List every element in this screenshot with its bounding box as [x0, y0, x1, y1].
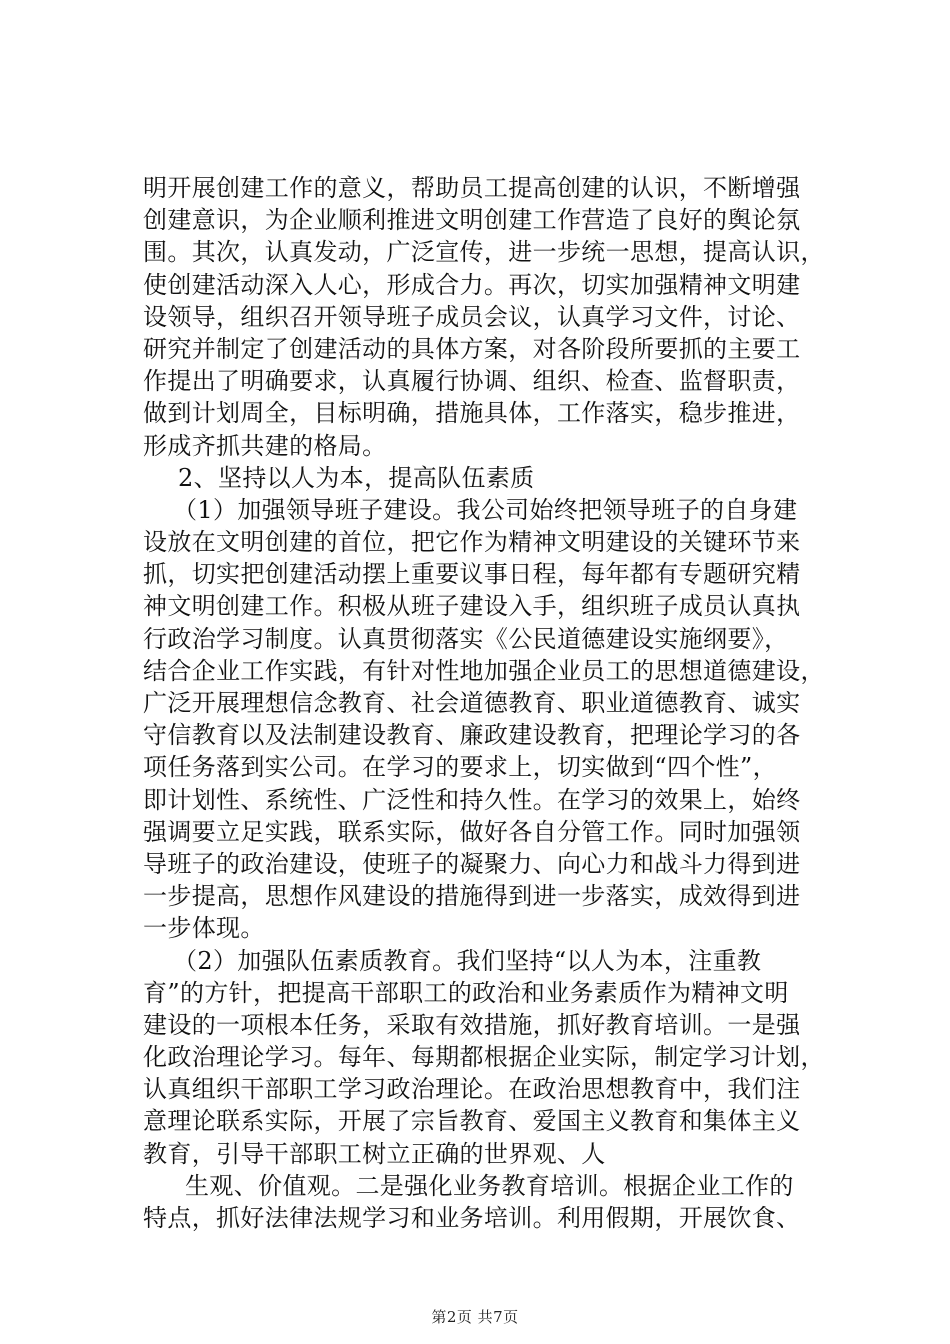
paragraph-first-line: （2）加强队伍素质教育。我们坚持“以人为本，注重教: [173, 946, 762, 975]
text-line: 教育，引导干部职工树立正确的世界观、人: [143, 1139, 606, 1168]
text-line: 即计划性、系统性、广泛性和持久性。在学习的效果上，始终: [143, 785, 801, 814]
paragraph-first-line: （1）加强领导班子建设。我公司始终把领导班子的自身建: [173, 495, 798, 524]
text-line: 行政治学习制度。认真贯彻落实《公民道德建设实施纲要》，: [143, 624, 789, 653]
document-body: [143, 172, 843, 1234]
text-line: 项任务落到实公司。在学习的要求上，切实做到“四个性”，: [143, 753, 777, 782]
text-line: 广泛开展理想信念教育、社会道德教育、职业道德教育、诚实: [143, 689, 801, 717]
text-line: 做到计划周全，目标明确，措施具体，工作落实，稳步推进，: [143, 399, 801, 428]
text-line: 建设的一项根本任务，采取有效措施，抓好教育培训。一是强: [143, 1010, 801, 1039]
text-line: 形成齐抓共建的格局。: [143, 431, 387, 460]
text-line: 意理论联系实际，开展了宗旨教育、爱国主义教育和集体主义: [143, 1107, 801, 1136]
text-line: 围。其次，认真发动，广泛宣传，进一步统一思想，提高认识，: [143, 238, 825, 267]
text-line: 明开展创建工作的意义，帮助员工提高创建的认识，不断增强: [143, 174, 801, 202]
text-line: 结合企业工作实践，有针对性地加强企业员工的思想道德建设，: [143, 656, 825, 685]
text-line: 抓，切实把创建活动摆上重要议事日程，每年都有专题研究精: [143, 560, 801, 589]
text-line: 研究并制定了创建活动的具体方案，对各阶段所要抓的主要工: [143, 334, 801, 363]
paragraph-first-line: 生观、价值观。二是强化业务教育培训。根据企业工作的: [185, 1171, 794, 1200]
page-number-footer: 第2页 共7页: [431, 1308, 519, 1326]
text-line: 认真组织干部职工学习政治理论。在政治思想教育中，我们注: [143, 1075, 801, 1104]
text-line: 设放在文明创建的首位，把它作为精神文明建设的关键环节来: [143, 528, 801, 557]
text-line: 导班子的政治建设，使班子的凝聚力、向心力和战斗力得到进: [143, 849, 801, 878]
text-line: 作提出了明确要求，认真履行协调、组织、检查、监督职责，: [143, 367, 801, 396]
text-line: 神文明创建工作。积极从班子建设入手，组织班子成员认真执: [143, 592, 801, 621]
text-line: 创建意识，为企业顺利推进文明创建工作营造了良好的舆论氛: [143, 206, 801, 235]
text-line: 特点，抓好法律法规学习和业务培训。利用假期，开展饮食、: [143, 1204, 801, 1232]
text-line: 守信教育以及法制建设教育、廉政建设教育，把理论学习的各: [143, 721, 801, 750]
text-line: 一步体现。: [143, 914, 265, 943]
text-line: 化政治理论学习。每年、每期都根据企业实际，制定学习计划，: [143, 1043, 825, 1072]
text-line: 一步提高，思想作风建设的措施得到进一步落实，成效得到进: [143, 882, 801, 911]
text-line: 使创建活动深入人心，形成合力。再次，切实加强精神文明建: [143, 270, 801, 299]
text-line: 强调要立足实践，联系实际，做好各自分管工作。同时加强领: [143, 817, 801, 846]
text-line: 设领导，组织召开领导班子成员会议，认真学习文件，讨论、: [143, 302, 801, 331]
section-heading: 2、坚持以人为本，提高队伍素质: [178, 463, 535, 492]
text-line: 育”的方针，把提高干部职工的政治和业务素质作为精神文明: [143, 978, 789, 1007]
